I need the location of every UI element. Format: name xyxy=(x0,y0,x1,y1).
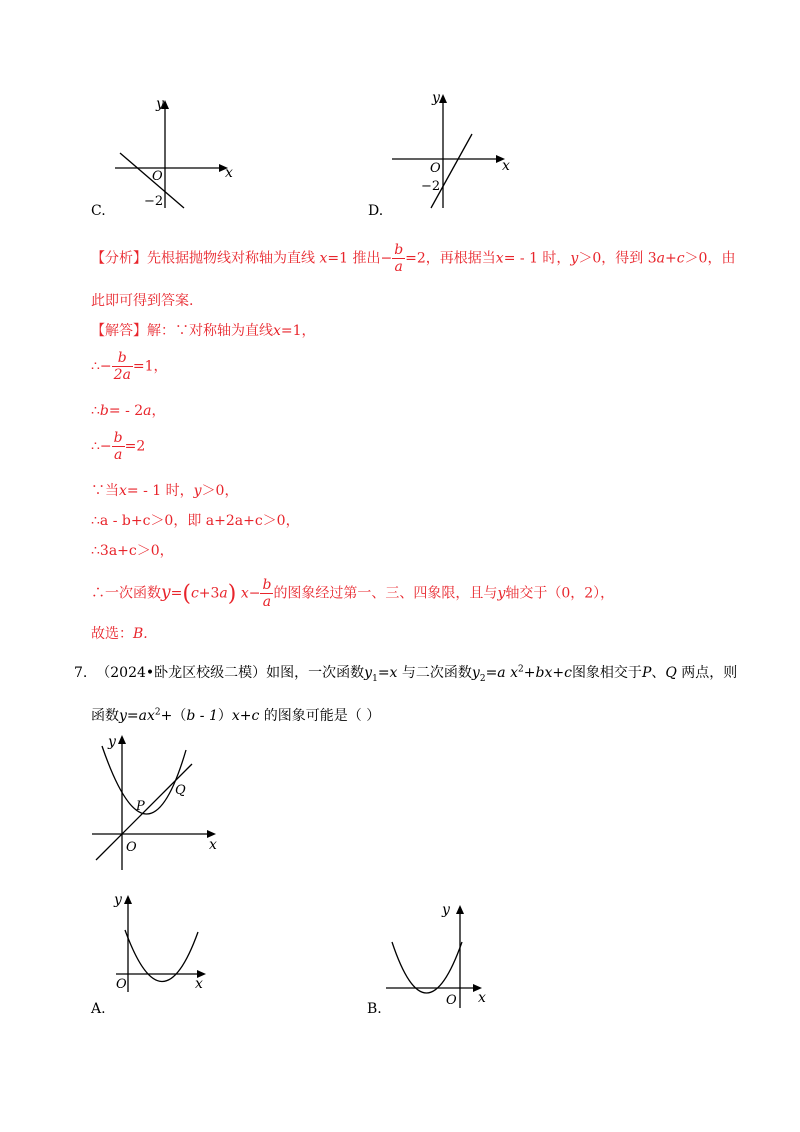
x-label: x xyxy=(502,158,510,174)
solution-tag: 【解答】 xyxy=(91,323,147,339)
solution-answer: 故选：B. xyxy=(91,626,148,642)
y-axis-arrow xyxy=(439,94,447,103)
solution-line-1: 【解答】解：∵对称轴为直线x=1， xyxy=(91,323,316,339)
x-label: x xyxy=(478,990,486,1006)
figure-d-graph xyxy=(387,86,527,216)
option-b-label: B. xyxy=(367,1001,382,1017)
solution-step-2: ∴b= - 2a， xyxy=(91,403,166,419)
option-d-label: D. xyxy=(368,203,384,219)
y-axis-arrow xyxy=(456,905,464,914)
intercept-label: −2 xyxy=(421,179,441,194)
figure-c-graph xyxy=(110,96,250,216)
analysis-line-2: 此即可得到答案. xyxy=(91,293,194,309)
y-label: y xyxy=(156,96,164,112)
y-axis-arrow xyxy=(124,895,132,904)
solution-step-5: ∴a - b+c＞0，即 a+2a+c＞0， xyxy=(91,513,300,529)
question-source: （2024•卧龙区校级二模） xyxy=(96,665,267,681)
fraction-b-over-a: $\frac{b}{a}$ xyxy=(394,242,404,275)
x-label: x xyxy=(209,837,217,853)
origin-label: O xyxy=(446,993,457,1008)
x-label: x xyxy=(195,976,203,992)
y-label: y xyxy=(108,734,116,750)
option-b-graph xyxy=(380,898,500,1013)
fraction-b-over-a-2: $\frac{b}{a}$ xyxy=(113,430,123,463)
option-a-graph xyxy=(100,888,220,998)
x-label: x xyxy=(225,165,233,181)
option-c-label: C. xyxy=(91,203,106,219)
analysis-line-1: 【分析】先根据抛物线对称轴为直线 x=1 推出− $\frac{b}{a}$ =2，再根据当x= - 1 时，y＞0，得到 3a+c＞0，由 xyxy=(91,242,736,275)
analysis-tag: 【分析】 xyxy=(91,250,147,267)
question-number: 7. xyxy=(74,665,88,681)
y-axis-arrow xyxy=(118,735,126,744)
solution-step-3: ∴− $\frac{b}{a}$ =2 xyxy=(91,430,146,463)
question-7-line-2: 函数$y=ax^2+(b - 1)x+c$ 的图象可能是（ ） xyxy=(91,707,381,724)
solution-step-6: ∴3a+c＞0， xyxy=(91,543,174,559)
point-p-label: P xyxy=(136,799,145,814)
solution-step-7: ∴一次函数y=(c+3a) x− $\frac{b}{a}$ 的图象经过第一、三、四象限，且与y轴交于（0，2）， xyxy=(91,577,615,610)
y-label: y xyxy=(432,90,440,106)
y-label: y xyxy=(442,902,450,918)
solution-step-4: ∵当x= - 1 时，y＞0， xyxy=(91,483,239,499)
solution-step-1: ∴− $\frac{b}{2a}$ =1， xyxy=(91,350,168,383)
option-a-label: A. xyxy=(91,1001,106,1017)
origin-label: O xyxy=(126,840,137,855)
y-label: y xyxy=(114,892,122,908)
fraction-b-over-2a: $\frac{b}{2a}$ xyxy=(113,350,131,383)
intercept-label: −2 xyxy=(144,194,164,209)
question-7-main-graph xyxy=(88,730,238,875)
point-q-label: Q xyxy=(175,783,186,798)
origin-label: O xyxy=(430,161,441,176)
origin-label: O xyxy=(116,977,127,992)
parabola-curve xyxy=(392,942,462,993)
question-7-line-1: 7. （2024•卧龙区校级二模）如图，一次函数$y_1=x$ 与二次函数$y_2=a$ $x^2+bx+c$图象相交于P、Q 两点，则 xyxy=(74,664,738,684)
origin-label: O xyxy=(152,169,163,184)
fraction-b-over-a-3: $\frac{b}{a}$ xyxy=(262,577,272,610)
